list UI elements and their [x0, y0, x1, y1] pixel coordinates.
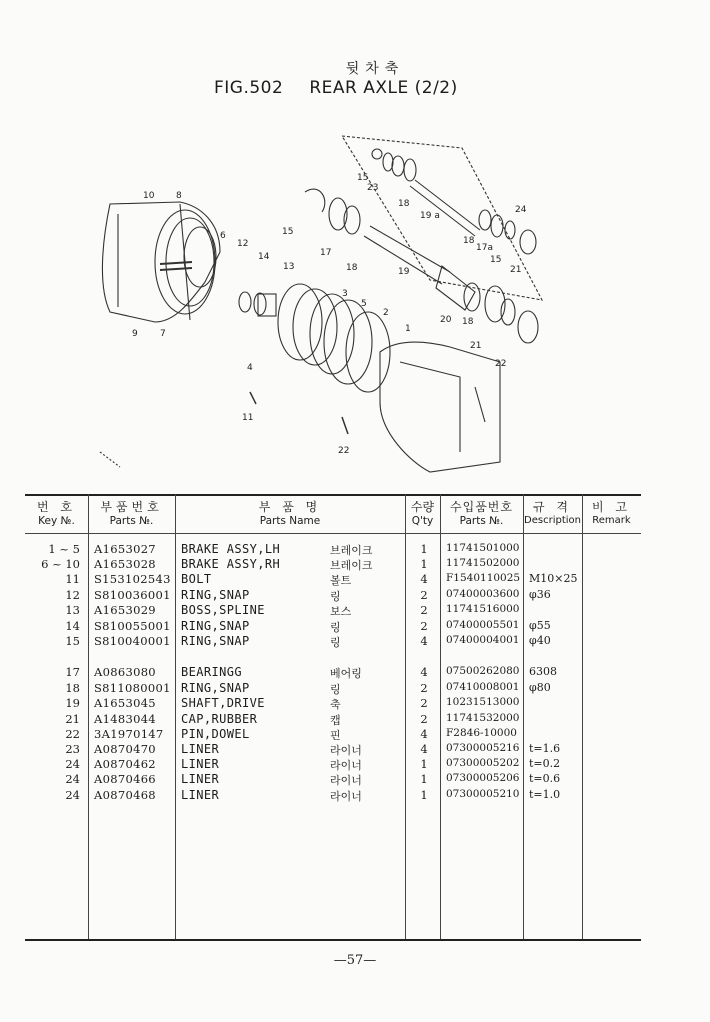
- cell-desc: t=0.2: [529, 757, 561, 770]
- header-label: 부 품 명: [258, 500, 322, 514]
- cell-key: 24: [65, 788, 80, 802]
- cell-key: 12: [65, 588, 80, 602]
- callout-label: 19 a: [420, 211, 440, 221]
- callout-label: 6: [220, 231, 226, 241]
- callout-label: 2: [383, 308, 389, 318]
- page-title-korean: 뒷차축: [345, 61, 405, 77]
- cell-name: LINER: [181, 742, 220, 756]
- cell-part: A1653045: [94, 696, 156, 710]
- cell-part: A1653029: [94, 603, 156, 617]
- cell-imp: 07300005202: [446, 757, 520, 769]
- upper-shaft-box: [342, 136, 542, 300]
- header-label: Key №.: [38, 515, 75, 527]
- cell-name: SHAFT,DRIVE: [181, 696, 265, 710]
- cell-qty: 2: [420, 588, 428, 602]
- cell-qty: 4: [420, 742, 428, 756]
- callout-label: 19: [398, 267, 410, 277]
- cell-qty: 2: [420, 619, 428, 633]
- cell-name: RING,SNAP: [181, 619, 250, 633]
- cell-qty: 2: [420, 696, 428, 710]
- table-row: [0, 742, 710, 757]
- cell-kr: 라이너: [330, 790, 362, 803]
- cell-name: PIN,DOWEL: [181, 727, 250, 741]
- cell-part: S810036001: [94, 588, 171, 602]
- cell-qty: 1: [420, 788, 428, 802]
- header-parts-name: [175, 498, 405, 527]
- cell-imp: F1540110025: [446, 572, 521, 584]
- cell-qty: 4: [420, 634, 428, 648]
- cell-desc: t=1.6: [529, 742, 561, 755]
- cell-imp: 07400004001: [446, 634, 520, 646]
- cell-kr: 라이너: [330, 744, 362, 757]
- cell-key: 19: [65, 696, 80, 710]
- cell-kr: 축: [330, 698, 341, 711]
- header-label: 부품번호: [100, 500, 163, 514]
- header-remark: [582, 498, 641, 526]
- table-row: [0, 757, 710, 772]
- cell-name: RING,SNAP: [181, 588, 250, 602]
- cell-key: 22: [65, 727, 80, 741]
- cell-imp: F2846-10000: [446, 727, 517, 739]
- cell-desc: φ40: [529, 634, 551, 647]
- cell-desc: t=1.0: [529, 788, 561, 801]
- callout-label: 17: [320, 248, 332, 258]
- cell-part: A0870468: [94, 788, 156, 802]
- cell-part: A0870466: [94, 772, 156, 786]
- table-row: [0, 727, 710, 742]
- callout-label: 11: [242, 413, 254, 423]
- callout-label: 15: [490, 255, 502, 265]
- cell-part: A0863080: [94, 665, 156, 679]
- cell-qty: 2: [420, 712, 428, 726]
- cell-name: RING,SNAP: [181, 681, 250, 695]
- cell-kr: 링: [330, 621, 341, 634]
- cell-part: 3A1970147: [94, 727, 164, 741]
- cell-imp: 07400005501: [446, 619, 520, 631]
- cell-imp: 11741502000: [446, 557, 520, 569]
- cell-imp: 11741501000: [446, 542, 520, 554]
- right-housing: [380, 342, 500, 472]
- cell-desc: M10×25: [529, 572, 578, 585]
- header-description: [523, 498, 582, 526]
- figure-title: [214, 78, 458, 98]
- callout-label: 4: [247, 363, 253, 373]
- callout-label: 12: [237, 239, 249, 249]
- cell-key: 18: [65, 681, 80, 695]
- header-label: Q'ty: [411, 515, 434, 527]
- cell-kr: 보스: [330, 605, 352, 618]
- cell-imp: 11741516000: [446, 603, 520, 615]
- cell-name: LINER: [181, 772, 220, 786]
- cell-key: 23: [65, 742, 80, 756]
- cell-part: A1483044: [94, 712, 156, 726]
- table-row: [0, 696, 710, 711]
- table-row: [0, 634, 710, 649]
- cell-imp: 07300005210: [446, 788, 520, 800]
- callout-label: 17a: [476, 243, 493, 253]
- cell-key: 17: [65, 665, 80, 679]
- callout-label: 14: [258, 252, 270, 262]
- callout-label: 18: [463, 236, 475, 246]
- cell-imp: 07300005206: [446, 772, 520, 784]
- callout-label: 22: [338, 446, 350, 456]
- table-row: [0, 772, 710, 787]
- callout-label: 10: [143, 191, 155, 201]
- callout-label: 18: [346, 263, 358, 273]
- cell-kr: 핀: [330, 729, 341, 742]
- table-row: [0, 603, 710, 618]
- brake-disc-right: [278, 284, 322, 360]
- header-label: Parts №.: [459, 515, 504, 527]
- callout-label: 24: [515, 205, 527, 215]
- cell-qty: 2: [420, 681, 428, 695]
- cell-name: BRAKE ASSY,LH: [181, 542, 281, 556]
- cell-kr: 링: [330, 636, 341, 649]
- header-label: 수량: [410, 500, 435, 514]
- cell-qty: 2: [420, 603, 428, 617]
- cell-imp: 11741532000: [446, 712, 520, 724]
- cell-name: LINER: [181, 757, 220, 771]
- header-import-no: [440, 498, 523, 527]
- cell-name: LINER: [181, 788, 220, 802]
- callout-label: 7: [160, 329, 166, 339]
- cell-kr: 브레이크: [330, 559, 373, 572]
- cell-qty: 4: [420, 572, 428, 586]
- cell-qty: 4: [420, 727, 428, 741]
- table-row: [0, 572, 710, 587]
- callout-label: 21: [510, 265, 522, 275]
- exploded-parts-diagram: [80, 122, 550, 482]
- table-row: [0, 665, 710, 680]
- cell-key: 13: [65, 603, 80, 617]
- cell-desc: t=0.6: [529, 772, 561, 785]
- callout-label: 8: [176, 191, 182, 201]
- cell-part: S153102543: [94, 572, 171, 586]
- cell-name: BOSS,SPLINE: [181, 603, 265, 617]
- table-row: [0, 619, 710, 634]
- table-row: [0, 681, 710, 696]
- cell-qty: 4: [420, 665, 428, 679]
- header-label: 규 격: [533, 500, 572, 514]
- cell-imp: 10231513000: [446, 696, 520, 708]
- cell-imp: 07410008001: [446, 681, 520, 693]
- cell-desc: φ36: [529, 588, 551, 601]
- cell-part: A0870462: [94, 757, 156, 771]
- header-label: Parts №.: [109, 515, 154, 527]
- cell-imp: 07500262080: [446, 665, 520, 677]
- callout-label: 1: [405, 324, 411, 334]
- callout-label: 18: [462, 317, 474, 327]
- cell-part: S810055001: [94, 619, 171, 633]
- cell-name: RING,SNAP: [181, 634, 250, 648]
- callout-label: 5: [361, 299, 367, 309]
- callout-label: 22: [495, 359, 507, 369]
- cell-kr: 브레이크: [330, 544, 373, 557]
- cell-key: 14: [65, 619, 80, 633]
- cell-key: 24: [65, 772, 80, 786]
- cell-name: BRAKE ASSY,RH: [181, 557, 281, 571]
- cell-name: CAP,RUBBER: [181, 712, 258, 726]
- snap-ring-15: [305, 189, 325, 212]
- cell-kr: 라이너: [330, 774, 362, 787]
- header-key: [25, 498, 88, 527]
- header-label: Parts Name: [259, 515, 321, 527]
- cell-part: A1653027: [94, 542, 156, 556]
- cell-desc: φ55: [529, 619, 551, 632]
- callout-label: 18: [398, 199, 410, 209]
- callout-label: 15: [357, 173, 369, 183]
- cell-kr: 라이너: [330, 759, 362, 772]
- page-number: —57—: [333, 953, 377, 968]
- cell-part: A1653028: [94, 557, 156, 571]
- cell-imp: 07400003600: [446, 588, 520, 600]
- cell-part: A0870470: [94, 742, 156, 756]
- callout-label: 13: [283, 262, 295, 272]
- callout-label: 9: [132, 329, 138, 339]
- cell-key: 6 ~ 10: [41, 557, 80, 571]
- table-row: [0, 712, 710, 727]
- cell-key: 15: [65, 634, 80, 648]
- figure-name: REAR AXLE (2/2): [309, 78, 458, 98]
- callout-label: 23: [367, 183, 379, 193]
- table-bottom-rule: [25, 939, 641, 941]
- header-label: 번 호: [37, 500, 76, 514]
- cell-kr: 링: [330, 683, 341, 696]
- cell-part: S811080001: [94, 681, 171, 695]
- header-label: 비 고: [592, 500, 631, 514]
- cell-key: 21: [65, 712, 80, 726]
- cell-name: BOLT: [181, 572, 212, 586]
- cell-kr: 볼트: [330, 574, 352, 587]
- cell-desc: 6308: [529, 665, 557, 678]
- table-row: [0, 557, 710, 572]
- cell-kr: 캡: [330, 714, 341, 727]
- callout-label: 3: [342, 289, 348, 299]
- cell-qty: 1: [420, 772, 428, 786]
- cell-qty: 1: [420, 757, 428, 771]
- figure-number: FIG.502: [214, 78, 284, 98]
- header-label: 수입품번호: [450, 500, 513, 514]
- cell-qty: 1: [420, 557, 428, 571]
- cell-desc: φ80: [529, 681, 551, 694]
- cell-kr: 베어링: [330, 667, 362, 680]
- drive-shaft-upper: [410, 180, 480, 236]
- table-top-rule: [25, 494, 641, 496]
- cell-name: BEARINGG: [181, 665, 242, 679]
- header-label: Description: [524, 515, 581, 526]
- cell-qty: 1: [420, 542, 428, 556]
- cell-imp: 07300005216: [446, 742, 520, 754]
- callout-label: 20: [440, 315, 452, 325]
- cell-key: 24: [65, 757, 80, 771]
- header-label: Remark: [592, 515, 631, 526]
- cell-part: S810040001: [94, 634, 171, 648]
- table-row: [0, 588, 710, 603]
- table-row: [0, 542, 710, 557]
- table-row: [0, 788, 710, 803]
- header-qty: [405, 498, 440, 527]
- header-parts-no: [88, 498, 175, 527]
- callout-label: 15: [282, 227, 294, 237]
- cell-key: 11: [65, 572, 80, 586]
- callout-label: 21: [470, 341, 482, 351]
- header-rule: [25, 533, 641, 534]
- cell-kr: 링: [330, 590, 341, 603]
- cell-key: 1 ~ 5: [48, 542, 80, 556]
